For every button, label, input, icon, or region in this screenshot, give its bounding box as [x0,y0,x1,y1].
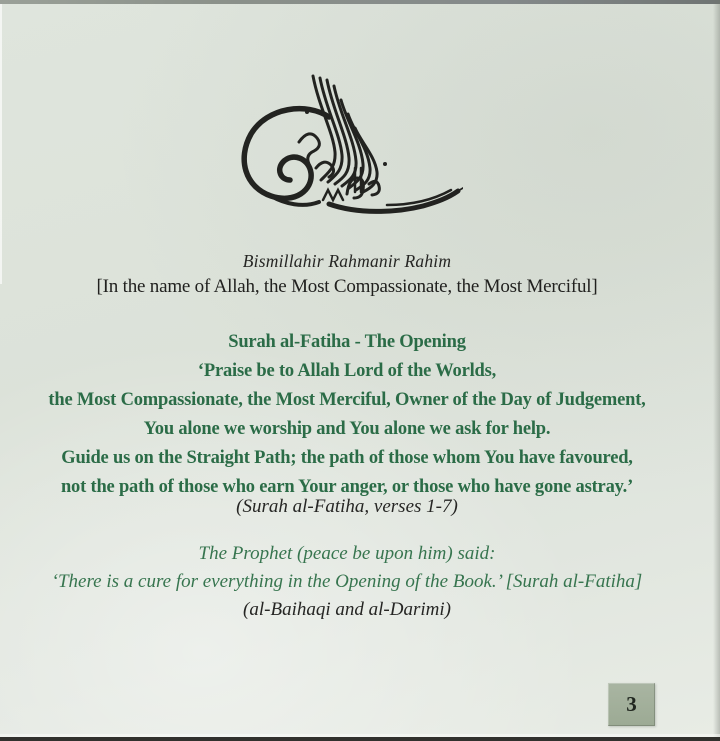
surah-title: Surah al-Fatiha - The Opening [228,332,466,352]
verse-line: not the path of those who earn Your anger, or those who have gone astray.’ [60,477,634,497]
bismillah-calligraphy-image [237,72,463,230]
hadith-intro: The Prophet (peace be upon him) said: [198,543,496,564]
surah-citation: (Surah al-Fatiha, verses 1-7) [236,496,458,517]
surah-text-block [0,328,707,502]
bismillah-translation: [In the name of Allah, the Most Compassionate, the Most Merciful] [96,276,598,297]
verse-line: You alone we worship and You alone we ask for help. [143,419,551,439]
hadith-quote: ‘There is a cure for everything in the Opening of the Book.’ [Surah al-Fatiha] [51,571,643,592]
photo-bottom-edge [0,737,720,741]
verse-line: Guide us on the Straight Path; the path of those whom You have favoured, [61,448,633,468]
verse-line: ‘Praise be to Allah Lord of the Worlds, [197,361,497,381]
bismillah-transliteration: Bismillahir Rahmanir Rahim [242,251,452,271]
photo-top-edge [0,0,720,4]
photo-left-edge-highlight [0,4,2,284]
hadith-citation: (al-Baihaqi and al-Darimi) [243,599,451,620]
page-number: 3 [626,692,637,716]
photo-right-edge-shadow [713,0,720,741]
page-number-badge [608,683,655,726]
verse-line: the Most Compassionate, the Most Merciful, Owner of the Day of Judgement, [48,390,646,410]
